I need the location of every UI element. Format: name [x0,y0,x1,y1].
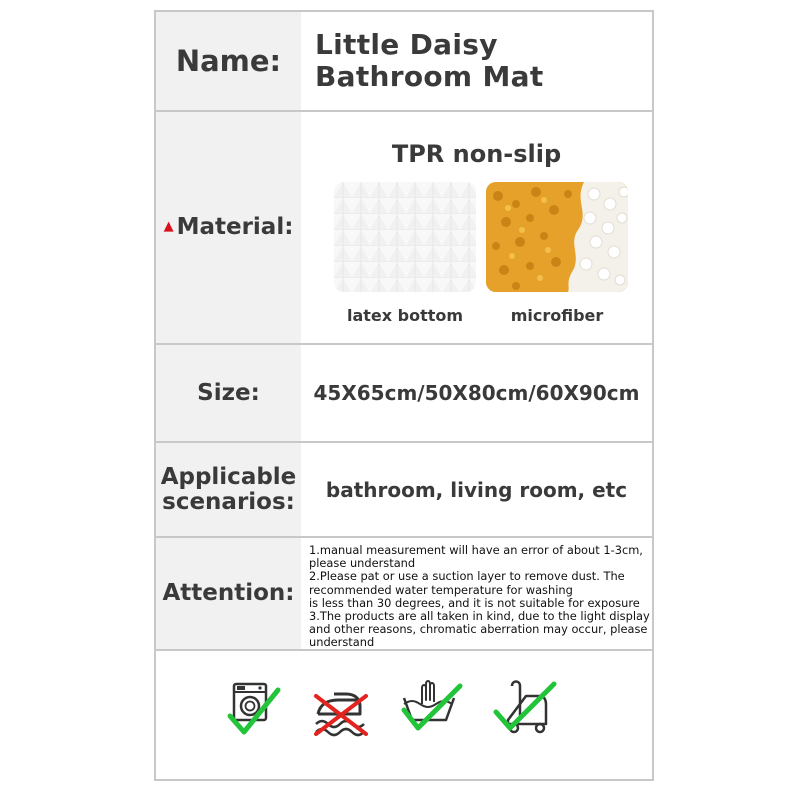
attention-notes [309,544,648,650]
latex-bottom-caption: latex bottom [346,306,464,325]
check-icon [230,690,278,732]
attention-line: 3.The products are all taken in kind, due to the light display [309,609,650,624]
size-value: 45X65cm/50X80cm/60X90cm [313,381,640,405]
material-value [301,112,652,343]
hand-wash-icon [398,670,474,746]
vacuum-cleaner-icon [488,670,564,746]
material-heading: TPR non-slip [391,140,562,168]
product-name: Little Daisy Bathroom Mat [315,28,544,93]
scenarios-value: bathroom, living room, etc [325,477,628,502]
attention-row [156,538,652,651]
scenarios-label-line2: scenarios: [162,488,295,515]
attention-line: is less than 30 degrees, and it is not suitable for exposure [309,595,640,610]
size-label: Size: [156,345,301,441]
microfiber-image [486,182,628,292]
attention-line: understand [309,635,375,650]
attention-line: recommended water temperature for washing [309,582,573,597]
iron-icon [308,670,384,746]
product-spec-card [154,10,654,781]
material-label [156,112,301,343]
size-row [156,345,652,443]
name-row [156,12,652,112]
scenarios-row [156,443,652,538]
scenarios-label-line1: Applicable [160,464,297,491]
latex-bottom-image [334,182,476,292]
name-label: Name: [156,12,301,110]
microfiber-caption: microfiber [510,306,604,325]
washing-machine-icon [222,670,298,746]
attention-line: please understand [309,556,416,571]
attention-line: 2.Please pat or use a suction layer to remove dust. The [309,569,625,584]
material-label-text: Material: [176,214,294,241]
attention-line: 1.manual measurement will have an error of about 1-3cm, [309,543,643,557]
red-triangle-icon: ▲ [163,218,174,234]
material-row [156,112,652,345]
attention-label: Attention: [156,538,301,649]
scenarios-label [156,443,301,536]
attention-line: and other reasons, chromatic aberration may occur, please [309,622,648,637]
